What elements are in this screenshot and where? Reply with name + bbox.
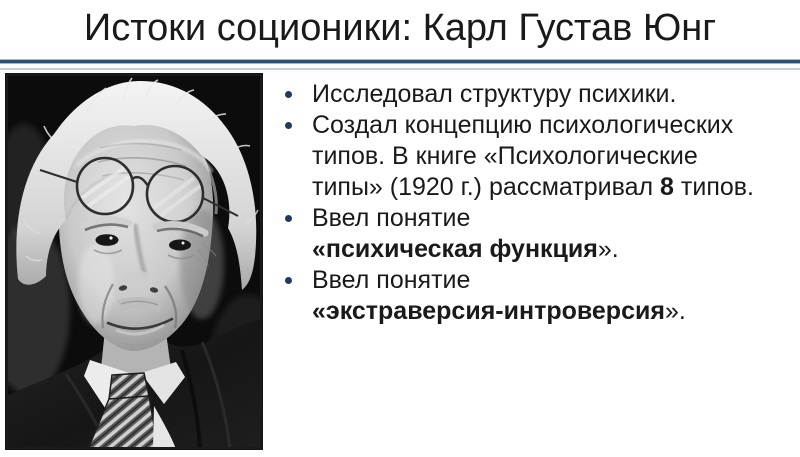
bullet-item: Ввел понятие «экстраверсия-интроверсия». — [276, 265, 792, 327]
bullet-item: Ввел понятие «психическая функция». — [276, 203, 792, 265]
jung-portrait-illustration — [6, 74, 262, 449]
slide-title: Истоки соционики: Карл Густав Юнг — [83, 6, 717, 49]
divider-thin-line — [0, 68, 800, 70]
bullet-list — [276, 79, 792, 327]
bullet-item: Создал концепцию психологических типов. В книге «Психологические типы» (1920 г.) рассматривал 8 типов. — [276, 110, 792, 203]
bullet-item: Исследовал структуру психики. — [276, 79, 792, 110]
jung-portrait-photo — [5, 73, 263, 450]
title-divider — [0, 59, 800, 70]
